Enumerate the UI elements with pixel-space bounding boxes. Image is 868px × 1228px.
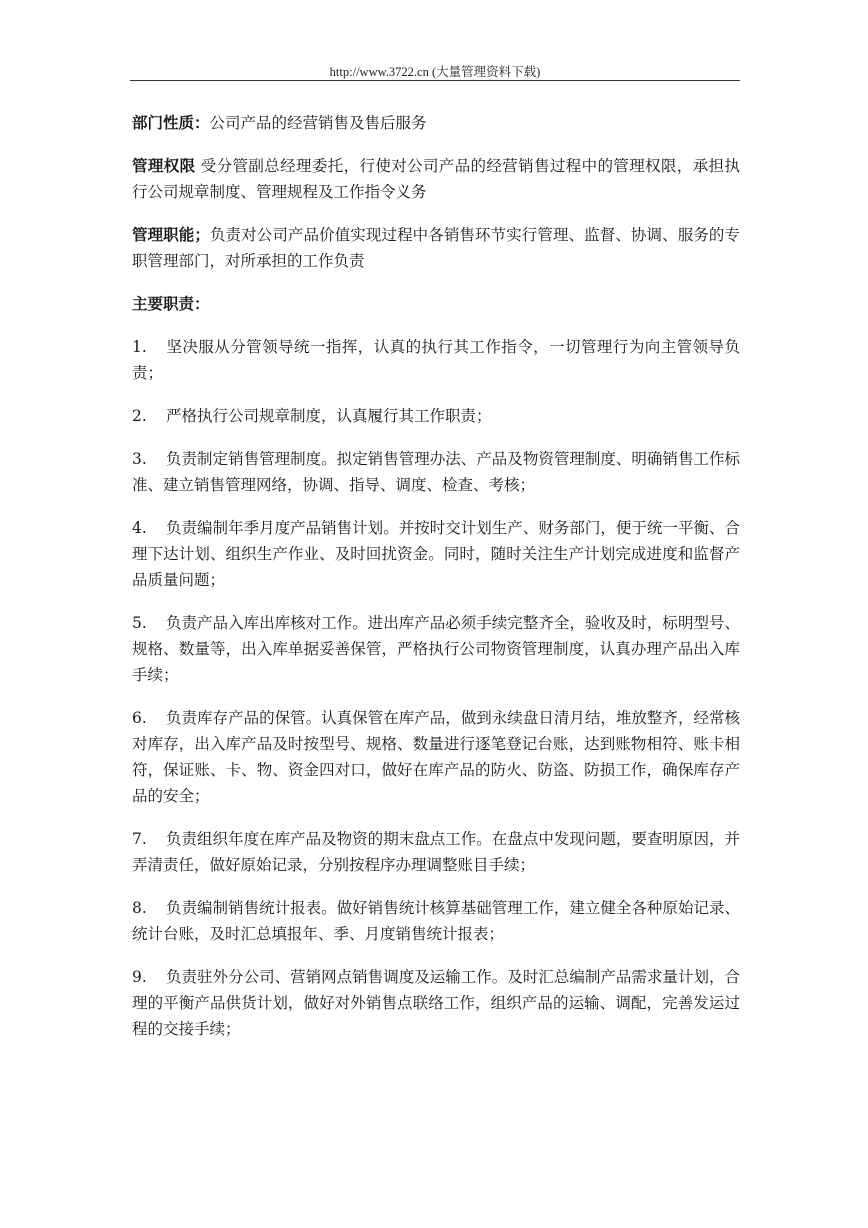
duty-number: 5. — [132, 614, 147, 632]
duty-number: 8. — [132, 899, 147, 917]
section-label: 管理职能； — [132, 225, 210, 244]
duty-text: 负责编制年季月度产品销售计划。并按时交计划生产、财务部门，便于统一平衡、合理下达计划、组织生产作业、及时回扰资金。同时，随时关注生产计划完成进度和监督产品质量问题； — [132, 519, 740, 589]
section-label: 管理权限 — [132, 156, 196, 175]
duty-text: 负责组织年度在库产品及物资的期末盘点工作。在盘点中发现问题，要查明原因，并弄清责任，做好原始记录，分别按程序办理调整账目手续； — [132, 830, 740, 874]
duty-text: 负责驻外分公司、营销网点销售调度及运输工作。及时汇总编制产品需求量计划，合理的平衡产品供货计划，做好对外销售点联络工作，组织产品的运输、调配，完善发运过程的交接手续； — [132, 968, 740, 1038]
duty-number: 7. — [132, 830, 147, 848]
duty-item — [132, 515, 740, 593]
duty-number: 6. — [132, 709, 147, 727]
duty-item — [132, 610, 740, 688]
section-text: 受分管副总经理委托，行使对公司产品的经营销售过程中的管理权限，承担执行公司规章制度、管理规程及工作指令义务 — [132, 157, 740, 201]
duty-number: 4. — [132, 519, 147, 537]
duty-text: 负责编制销售统计报表。做好销售统计核算基础管理工作，建立健全各种原始记录、统计台账，及时汇总填报年、季、月度销售统计报表； — [132, 899, 740, 943]
document-body — [132, 110, 740, 1059]
duty-text: 严格执行公司规章制度，认真履行其工作职责； — [166, 407, 492, 425]
duty-number: 2. — [132, 407, 147, 425]
section-department-nature — [132, 110, 740, 136]
duty-text: 负责库存产品的保管。认真保管在库产品，做到永续盘日清月结，堆放整齐，经常核对库存，出入库产品及时按型号、规格、数量进行逐笔登记台账，达到账物相符、账卡相符，保证账、卡、物、资金四对口，做好在库产品的防火、防盗、防损工作，确保库存产品的安全； — [132, 709, 740, 805]
duty-number: 1. — [132, 338, 147, 356]
section-text: 负责对公司产品价值实现过程中各销售环节实行管理、监督、协调、服务的专职管理部门，对所承担的工作负责 — [132, 226, 740, 270]
duties-heading: 主要职责： — [132, 294, 210, 313]
duty-item — [132, 705, 740, 809]
duty-item — [132, 334, 740, 386]
duty-text: 坚决服从分管领导统一指挥，认真的执行其工作指令，一切管理行为向主管领导负责； — [132, 338, 740, 382]
duty-item — [132, 403, 740, 429]
duty-text: 负责制定销售管理制度。拟定销售管理办法、产品及物资管理制度、明确销售工作标准、建立销售管理网络，协调、指导、调度、检查、考核； — [132, 450, 740, 494]
duty-text: 负责产品入库出库核对工作。进出库产品必须手续完整齐全，验收及时，标明型号、规格、数量等，出入库单据妥善保管，严格执行公司物资管理制度，认真办理产品出入库手续； — [132, 614, 740, 684]
section-management-function — [132, 222, 740, 274]
duty-number: 3. — [132, 450, 147, 468]
section-text: 公司产品的经营销售及售后服务 — [209, 114, 427, 132]
duty-item — [132, 964, 740, 1042]
page-header: http://www.3722.cn (大量管理资料下载) — [329, 65, 541, 79]
duty-number: 9. — [132, 968, 147, 986]
section-management-authority — [132, 153, 740, 205]
header-rule — [130, 80, 740, 81]
duty-item — [132, 826, 740, 878]
section-label: 部门性质： — [132, 113, 210, 132]
duty-item — [132, 895, 740, 947]
duty-item — [132, 446, 740, 498]
